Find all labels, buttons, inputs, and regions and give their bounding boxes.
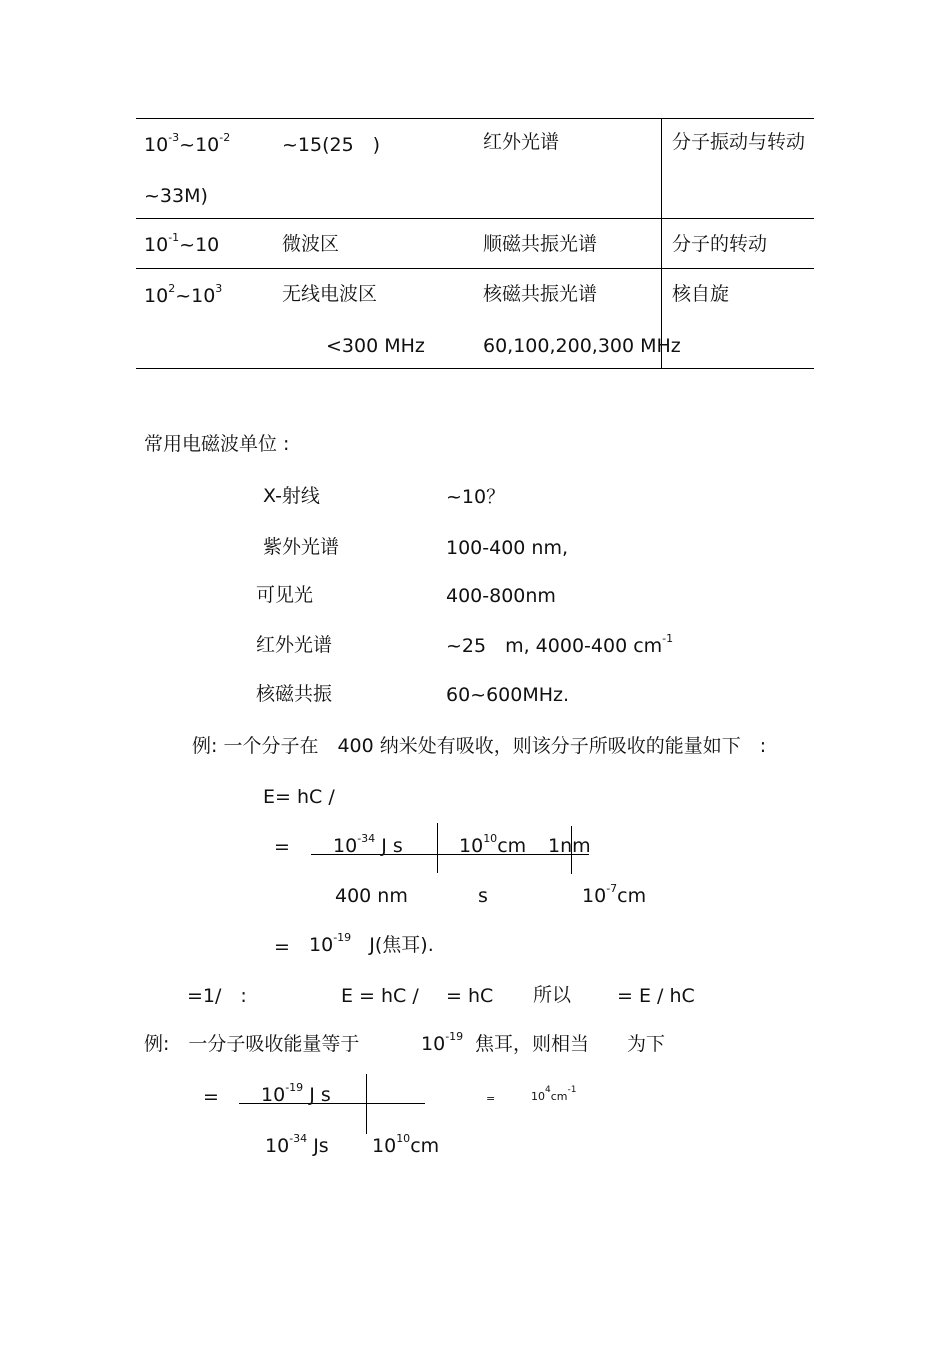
table-cell-frequency-sub: <300 MHz — [326, 335, 425, 357]
denominator-term: $10^{-34}$ Js — [265, 1132, 329, 1157]
numerator-term: $10^{10}cm$ — [459, 832, 527, 857]
equals-sign: = — [274, 836, 290, 858]
denominator-term: 400 nm — [335, 885, 408, 907]
numerator-term: $10^{-34}$ J s — [333, 832, 403, 857]
relation-mid2: = hC — [446, 985, 494, 1007]
example2-intro-text: 例: 一分子吸收能量等于 — [144, 1033, 360, 1055]
example1-intro: 例: 一个分子在 400 纳米处有吸收，则该分子所吸收的能量如下 : — [192, 735, 767, 757]
unit-value: 400-800nm — [446, 585, 556, 607]
example1-result: $10^{-19}$ J(焦耳). — [309, 931, 434, 956]
unit-name: 红外光谱 — [256, 634, 333, 656]
numerator-term: 1nm — [548, 835, 591, 857]
table-cell-spectrum: 核磁共振光谱 — [483, 283, 598, 305]
example2-intro-text: 焦耳，则相当 — [475, 1033, 590, 1055]
unit-name: 紫外光谱 — [263, 536, 340, 558]
table-top-rule — [136, 118, 814, 119]
table-cell-frequency: 无线电波区 — [282, 283, 378, 305]
unit-name: X-射线 — [263, 485, 320, 507]
example1-formula: E= hC / — [263, 786, 335, 808]
example2-result: $10^4cm^{-1}$ — [531, 1085, 577, 1103]
table-row-rule — [136, 268, 814, 269]
fraction-divider — [437, 823, 438, 873]
table-cell-phenomenon: 分子振动与转动 — [672, 131, 806, 153]
equals-sign: = — [274, 936, 290, 958]
table-cell-wavelength: $10^{-3}\sim 10^{-2}$ — [144, 131, 231, 156]
table-column-rule — [661, 118, 662, 368]
example2-intro-value: $10^{-19}$ — [421, 1030, 464, 1055]
relation-right: = E / hC — [617, 985, 695, 1007]
table-cell-phenomenon: 分子的转动 — [672, 233, 768, 255]
table-cell-wavelength: $10^{-1}\sim 10$ — [144, 231, 220, 256]
table-cell-spectrum-sub: 60,100,200,300 MHz — [483, 335, 681, 357]
denominator-term: s — [478, 885, 488, 907]
unit-value: 100-400 nm, — [446, 537, 569, 559]
table-cell-phenomenon: 核自旋 — [672, 283, 730, 305]
table-cell-spectrum: 顺磁共振光谱 — [483, 233, 598, 255]
example2-intro-text: 为下 — [627, 1033, 666, 1055]
equals-sign: = — [486, 1092, 496, 1105]
unit-value: 60~600MHz. — [446, 684, 570, 706]
table-row-rule — [136, 218, 814, 219]
denominator-term: $10^{10}cm$ — [372, 1132, 440, 1157]
equals-sign: = — [203, 1086, 219, 1108]
numerator-term: $10^{-19}$ J s — [261, 1081, 331, 1106]
table-cell-spectrum: 红外光谱 — [483, 131, 560, 153]
unit-value: ~10？ — [446, 486, 506, 508]
unit-name: 可见光 — [256, 584, 314, 606]
relation-mid: E = hC / — [341, 985, 419, 1007]
unit-name: 核磁共振 — [256, 683, 333, 705]
unit-value: ~25 m, 4000-400 $cm^{-1}$ — [446, 632, 674, 657]
table-bottom-rule — [136, 368, 814, 369]
relation-left: =1/ : — [187, 985, 247, 1007]
table-cell-wavelength-cont: ~33M) — [144, 185, 208, 207]
table-cell-wavelength: $10^2\sim 10^3$ — [144, 282, 223, 307]
fraction-divider — [366, 1074, 367, 1134]
relation-so: 所以 — [533, 984, 572, 1006]
denominator-term: $10^{-7}cm$ — [582, 882, 647, 907]
table-cell-frequency: ~15(25 ) — [282, 134, 381, 156]
table-cell-frequency: 微波区 — [282, 233, 340, 255]
units-heading: 常用电磁波单位 : — [144, 433, 290, 455]
